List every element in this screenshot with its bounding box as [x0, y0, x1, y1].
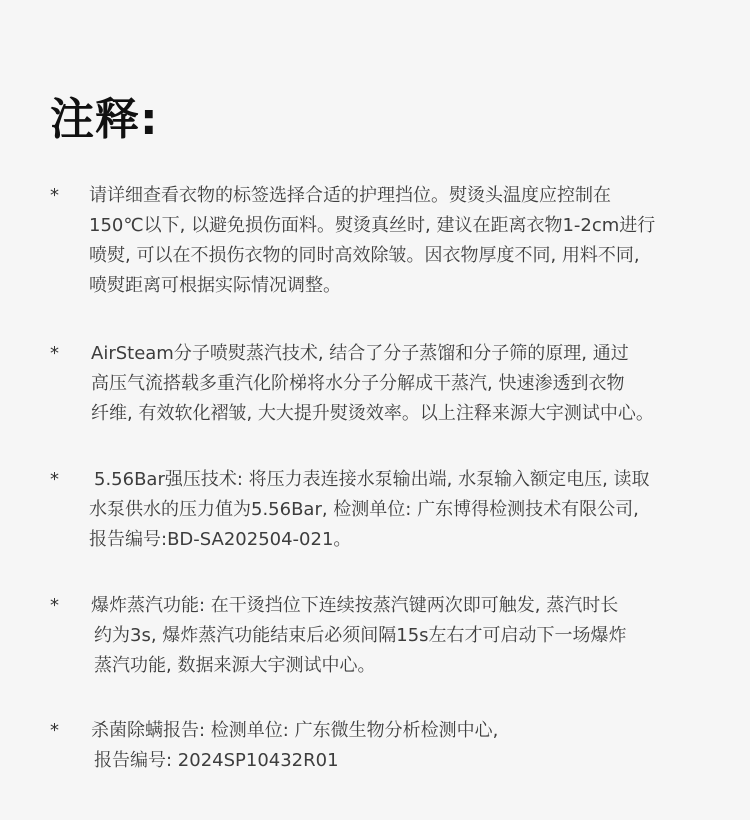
- note-line: AirSteam分子喷熨蒸汽技术, 结合了分子蒸馏和分子筛的原理, 通过: [91, 343, 629, 364]
- note-text: [89, 339, 729, 429]
- note-line: 杀菌除螨报告: 检测单位: 广东微生物分析检测中心,: [91, 720, 499, 741]
- note-text: [89, 716, 729, 776]
- bullet-marker: *: [50, 343, 59, 364]
- note-line: 请详细查看衣物的标签选择合适的护理挡位。熨烫头温度应控制在: [89, 185, 611, 206]
- bullet-marker: *: [50, 469, 59, 490]
- note-line: 爆炸蒸汽功能: 在干烫挡位下连续按蒸汽键两次即可触发, 蒸汽时长: [91, 595, 619, 616]
- note-line: 喷熨, 可以在不损伤衣物的同时高效除皱。因衣物厚度不同, 用料不同,: [89, 245, 640, 266]
- note-line: 蒸汽功能, 数据来源大宇测试中心。: [94, 655, 376, 676]
- bullet-marker: *: [50, 185, 59, 206]
- note-text: [89, 181, 729, 301]
- bullet-marker: *: [50, 595, 59, 616]
- note-line: 5.56Bar强压技术: 将压力表连接水泵输出端, 水泵输入额定电压, 读取: [94, 469, 650, 490]
- note-line: 报告编号: 2024SP10432R01: [94, 750, 339, 771]
- page-title: 注释:: [50, 94, 159, 145]
- note-line: 水泵供水的压力值为5.56Bar, 检测单位: 广东博得检测技术有限公司,: [89, 499, 639, 520]
- note-line: 报告编号:BD-SA202504-021。: [89, 529, 352, 550]
- note-line: 高压气流搭载多重汽化阶梯将水分子分解成干蒸汽, 快速渗透到衣物: [91, 373, 625, 394]
- note-text: [89, 591, 729, 681]
- note-line: 150℃以下, 以避免损伤面料。熨烫真丝时, 建议在距离衣物1-2cm进行: [89, 215, 656, 236]
- note-line: 喷熨距离可根据实际情况调整。: [89, 275, 341, 296]
- note-text: [89, 465, 729, 555]
- note-line: 约为3s, 爆炸蒸汽功能结束后必须间隔15s左右才可启动下一场爆炸: [94, 625, 627, 646]
- note-line: 纤维, 有效软化褶皱, 大大提升熨烫效率。以上注释来源大宇测试中心。: [91, 403, 654, 424]
- bullet-marker: *: [50, 720, 59, 741]
